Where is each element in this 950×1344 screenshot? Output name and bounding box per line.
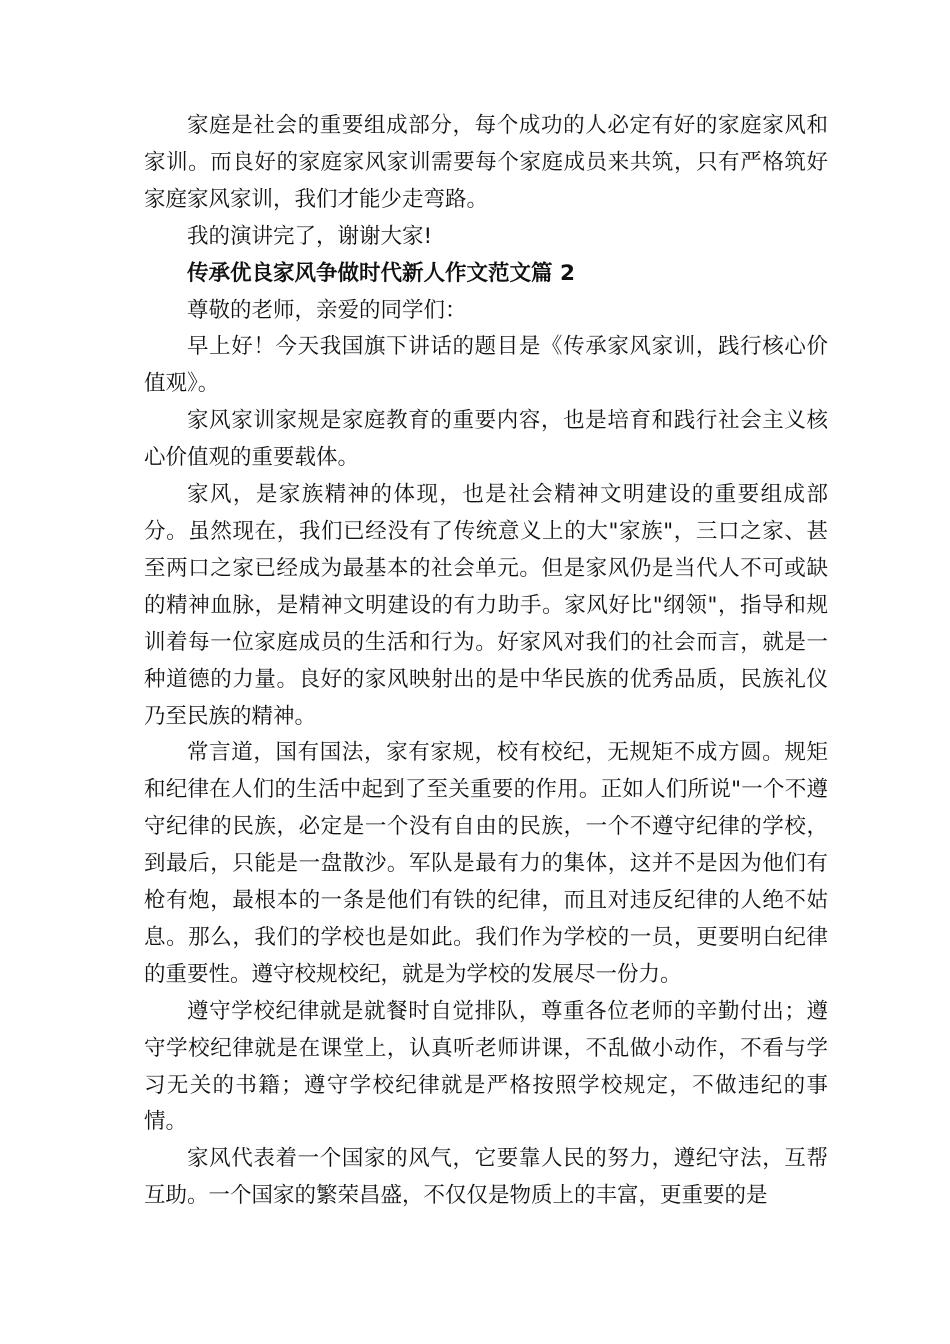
paragraph: 我的演讲完了，谢谢大家! [187,223,433,249]
paragraph: 家风家训家规是家庭教育的重要内容，也是培育和践行社会主义核心价值观的重要载体。 [144,408,828,471]
paragraph: 常言道，国有国法，家有家规，校有校纪，无规矩不成方圆。规矩和纪律在人们的生活中起到了至关重要的作用。正如人们所说"一个不遵守纪律的民族，必定是一个没有自由的民族，一个不遵守纪律的学校，到最后，只能是一盘散沙。军队是最有力的集体，这并不是因为他们有枪有炮，最根本的一条是他们有铁的纪律，而且对违反纪律的人绝不姑息。那么，我们的学校也是如此。我们作为学校的一员，更要明白纪律的重要性。遵守校规校纪，就是为学校的发展尽一份力。 [144,740,828,987]
document-page [144,108,828,1215]
section-heading: 传承优良家风争做时代新人作文范文篇 2 [187,260,575,286]
paragraph: 早上好！今天我国旗下讲话的题目是《传承家风家训，践行核心价值观》。 [144,334,828,397]
paragraph: 尊敬的老师，亲爱的同学们： [187,297,467,323]
paragraph: 遵守学校纪律就是就餐时自觉排队，尊重各位老师的辛勤付出；遵守学校纪律就是在课堂上，认真听老师讲课，不乱做小动作，不看与学习无关的书籍；遵守学校纪律就是严格按照学校规定，不做违纪的事情。 [144,998,828,1135]
paragraph: 家风，是家族精神的体现，也是社会精神文明建设的重要组成部分。虽然现在，我们已经没有了传统意义上的大"家族"，三口之家、甚至两口之家已经成为最基本的社会单元。但是家风仍是当代人不可或缺的精神血脉，是精神文明建设的有力助手。家风好比"纲领"，指导和规训着每一位家庭成员的生活和行为。好家风对我们的社会而言，就是一种道德的力量。良好的家风映射出的是中华民族的优秀品质，民族礼仪乃至民族的精神。 [144,482,828,729]
paragraph: 家庭是社会的重要组成部分，每个成功的人必定有好的家庭家风和家训。而良好的家庭家风家训需要每个家庭成员来共筑，只有严格筑好家庭家风家训，我们才能少走弯路。 [144,113,828,212]
paragraph: 家风代表着一个国家的风气，它要靠人民的努力，遵纪守法，互帮互助。一个国家的繁荣昌盛，不仅仅是物质上的丰富，更重要的是 [144,1146,828,1209]
